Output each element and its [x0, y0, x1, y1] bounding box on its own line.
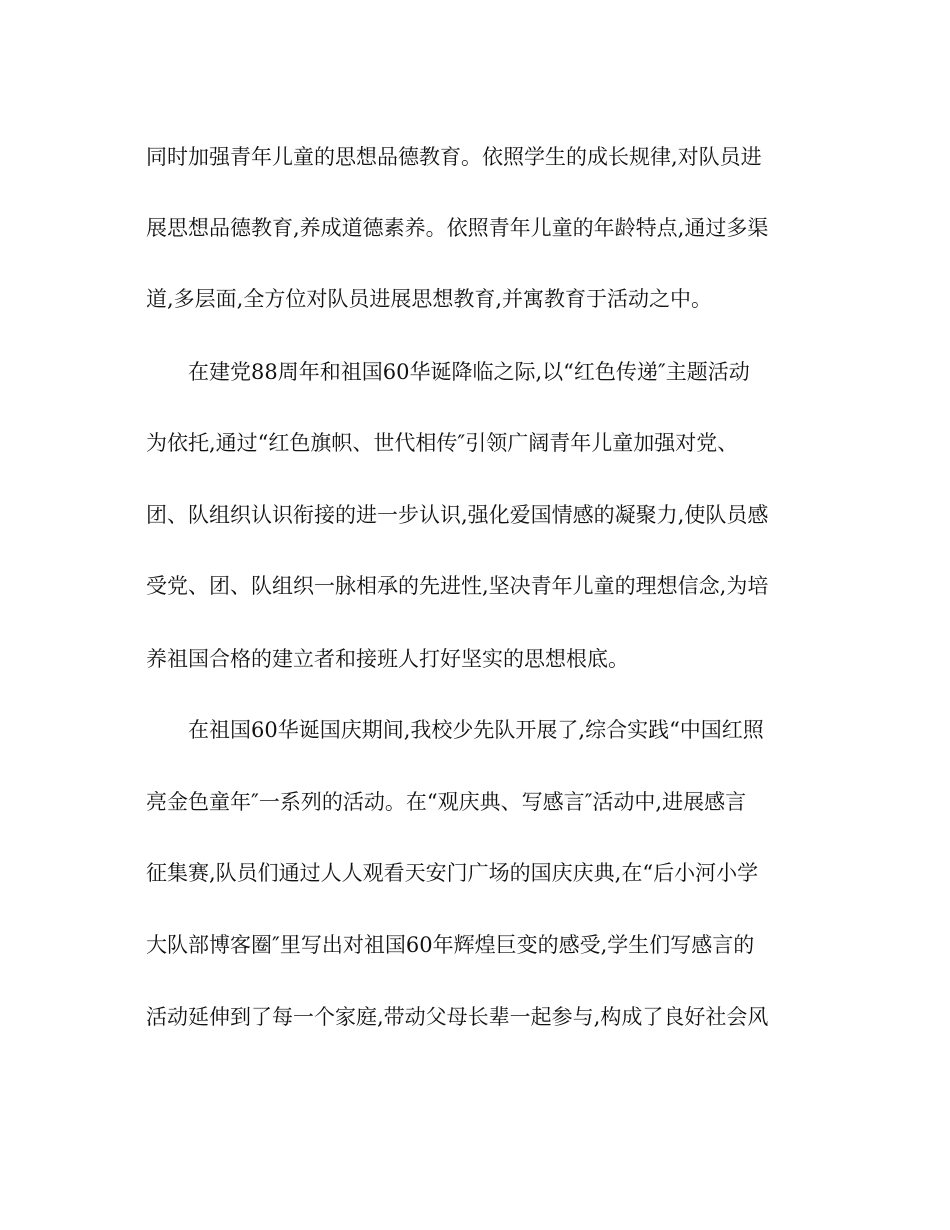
- text-line: 为依托,通过“红色旗帜、世代相传″引领广阔青年儿童加强对党、: [146, 431, 739, 455]
- text-line: 活动延伸到了每一个家庭,带动父母长辈一起参与,构成了良好社会风: [146, 1005, 769, 1029]
- text-line: 受党、团、队组织一脉相承的先进性,坚决青年儿童的理想信念,为培: [146, 574, 769, 598]
- text-line: 征集赛,队员们通过人人观看天安门广场的国庆庆典,在“后小河小学: [146, 861, 759, 885]
- text-line: 展思想品德教育,养成道德素养。依照青年儿童的年龄特点,通过多渠: [146, 216, 769, 240]
- text-line: 团、队组织认识衔接的进一步认识,强化爱国情感的凝聚力,使队员感: [146, 503, 769, 527]
- text-line: 养祖国合格的建立者和接班人打好坚实的思想根底。: [146, 647, 629, 671]
- text-line: 道,多层面,全方位对队员进展思想教育,并寓教育于活动之中。: [146, 287, 713, 311]
- paragraph-first-line: 在建党88周年和祖国60华诞降临之际,以“红色传递″主题活动: [188, 360, 750, 384]
- paragraph-first-line: 在祖国60华诞国庆期间,我校少先队开展了,综合实践“中国红照: [188, 718, 764, 742]
- text-line: 亮金色童年″一系列的活动。在“观庆典、写感言″活动中,进展感言: [146, 790, 747, 814]
- text-line: 大队部博客圈″里写出对祖国60年辉煌巨变的感受,学生们写感言的: [146, 933, 755, 957]
- text-line: 同时加强青年儿童的思想品德教育。依照学生的成长规律,对队员进: [146, 145, 762, 169]
